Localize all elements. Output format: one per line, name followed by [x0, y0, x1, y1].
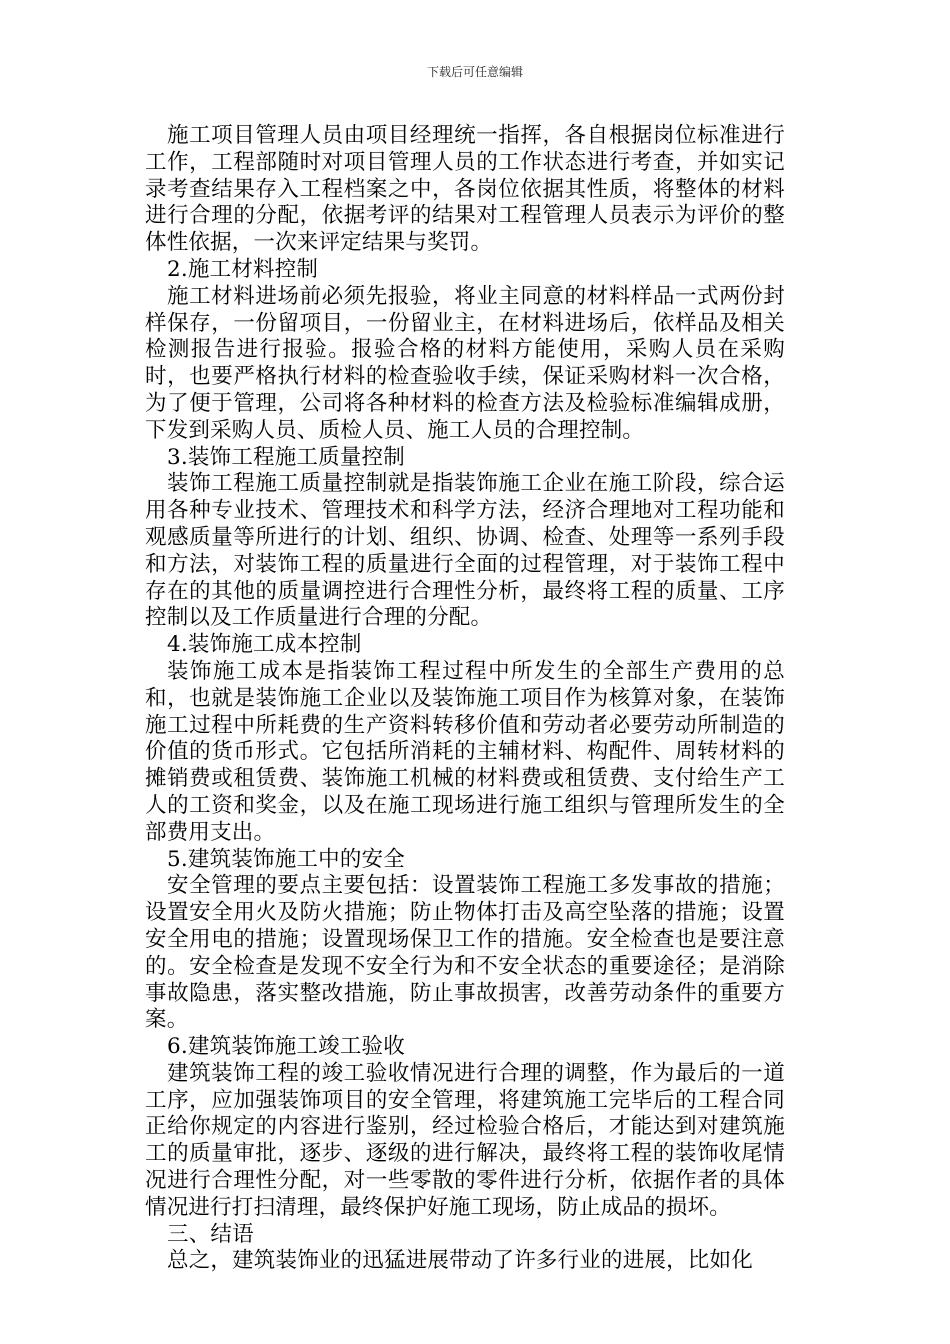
- heading-conclusion: 三、结语: [167, 1221, 254, 1247]
- heading-safety: 5.建筑装饰施工中的安全: [167, 846, 405, 872]
- heading-cost-control: 4.装饰施工成本控制: [167, 632, 362, 658]
- paragraph-acceptance: 建筑装饰工程的竣工验收情况进行合理的调整，作为最后的一道工序，应加强装饰项目的安全管理，将建筑施工完毕后的工程合同正给你规定的内容进行鉴别，经过检验合格后，才能达到对建筑施工的质量审批，逐步、逐级的进行解决，最终将工程的装饰收尾情况进行合理性分配，对一些零散的零件进行分析，依据作者的具体情况进行打扫清理，最终保护好施工现场，防止成品的损坏。: [145, 1060, 785, 1220]
- paragraph-quality-control: 装饰工程施工质量控制就是指装饰施工企业在施工阶段，综合运用各种专业技术、管理技术和科学方法，经济合理地对工程功能和观感质量等所进行的计划、组织、协调、检查、处理等一系列手段和方法，对装饰工程的质量进行全面的过程管理，对于装饰工程中存在的其他的质量调控进行合理性分析，最终将工程的质量、工序控制以及工作质量进行合理的分配。: [145, 471, 785, 631]
- paragraph-conclusion: 总之，建筑装饰业的迅猛进展带动了许多行业的进展，比如化: [167, 1248, 753, 1274]
- document-body: [145, 123, 785, 1275]
- paragraph-material-control: 施工材料进场前必须先报验，将业主同意的材料样品一式两份封样保存，一份留项目，一份留业主，在材料进场后，依样品及相关检测报告进行报验。报验合格的材料方能使用，采购人员在采购时，也要严格执行材料的检查验收手续，保证采购材料一次合格，为了便于管理，公司将各种材料的检查方法及检验标准编辑成册，下发到采购人员、质检人员、施工人员的合理控制。: [145, 283, 785, 443]
- heading-quality-control: 3.装饰工程施工质量控制: [167, 444, 405, 470]
- heading-acceptance: 6.建筑装饰施工竣工验收: [167, 1034, 405, 1060]
- page-header: 下载后可任意编辑: [426, 65, 523, 79]
- heading-material-control: 2.施工材料控制: [167, 256, 319, 282]
- paragraph-cost-control: 装饰施工成本是指装饰工程过程中所发生的全部生产费用的总和，也就是装饰施工企业以及装饰施工项目作为核算对象，在装饰施工过程中所耗费的生产资料转移价值和劳动者必要劳动所制造的价值的货币形式。它包括所消耗的主辅材料、构配件、周转材料的摊销费或租赁费、装饰施工机械的材料费或租赁费、支付给生产工人的工资和奖金，以及在施工现场进行施工组织与管理所发生的全部费用支出。: [145, 658, 785, 845]
- paragraph-safety: 安全管理的要点主要包括：设置装饰工程施工多发事故的措施；设置安全用火及防火措施；防止物体打击及高空坠落的措施；设置安全用电的措施；设置现场保卫工作的措施。安全检查也是要注意的。安全检查是发现不安全行为和不安全状态的重要途径；是消除事故隐患，落实整改措施，防止事故损害，改善劳动条件的重要方案。: [145, 873, 785, 1033]
- paragraph-management: 施工项目管理人员由项目经理统一指挥，各自根据岗位标准进行工作，工程部随时对项目管理人员的工作状态进行考查，并如实记录考查结果存入工程档案之中，各岗位依据其性质，将整体的材料进行合理的分配，依据考评的结果对工程管理人员表示为评价的整体性依据，一次来评定结果与奖罚。: [145, 123, 785, 256]
